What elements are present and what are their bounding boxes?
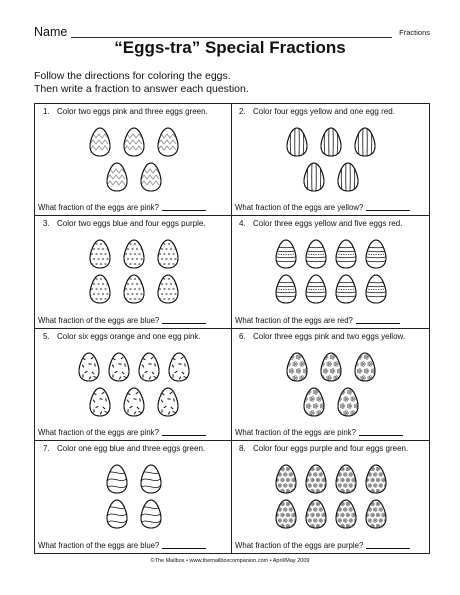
egg-icon[interactable] <box>79 353 99 381</box>
question <box>38 541 228 550</box>
instruction-text: Color one egg blue and three eggs green. <box>57 443 206 453</box>
egg-icon[interactable] <box>90 275 110 303</box>
answer-blank[interactable] <box>366 548 410 549</box>
egg-group <box>232 104 429 216</box>
egg-icon[interactable] <box>321 128 341 156</box>
egg-icon[interactable] <box>305 465 328 493</box>
instruction-text: Color six eggs orange and one egg pink. <box>57 331 201 341</box>
egg-icon[interactable] <box>141 465 161 493</box>
problem-number: 7. <box>43 443 50 453</box>
answer-blank[interactable] <box>162 435 206 436</box>
question <box>235 316 426 325</box>
egg-icon[interactable] <box>365 465 388 493</box>
problem-number: 5. <box>43 331 50 341</box>
egg-icon[interactable] <box>90 128 110 156</box>
egg-icon[interactable] <box>366 275 386 303</box>
question-text: What fraction of the eggs are blue? <box>38 541 160 550</box>
topic-label: Fractions <box>399 28 430 37</box>
egg-icon[interactable] <box>141 163 161 191</box>
question <box>38 203 228 212</box>
directions-line-2: Then write a fraction to answer each question. <box>34 82 249 95</box>
egg-icon[interactable] <box>287 128 307 156</box>
answer-blank[interactable] <box>359 435 403 436</box>
problem-number: 8. <box>239 443 246 453</box>
egg-icon[interactable] <box>275 465 298 493</box>
footer-credit: ©The Mailbox • www.themailboxcompanion.com • April/May 2009 <box>150 558 310 564</box>
egg-group <box>35 104 232 216</box>
question <box>38 428 228 437</box>
answer-blank[interactable] <box>162 548 206 549</box>
egg-icon[interactable] <box>335 465 358 493</box>
egg-icon[interactable] <box>306 240 326 268</box>
egg-icon[interactable] <box>124 388 144 416</box>
egg-icon[interactable] <box>355 128 375 156</box>
question <box>235 428 426 437</box>
egg-group <box>35 441 232 553</box>
problem-cell-4 <box>232 216 429 328</box>
problem-cell-8 <box>232 441 429 553</box>
instruction-text: Color four eggs purple and four eggs green. <box>253 443 409 453</box>
egg-icon[interactable] <box>366 240 386 268</box>
question-text: What fraction of the eggs are blue? <box>38 315 160 325</box>
problem-number: 3. <box>43 219 50 229</box>
egg-icon[interactable] <box>337 388 359 416</box>
instruction-text: Color four eggs yellow and one egg red. <box>253 107 395 116</box>
egg-icon[interactable] <box>124 240 144 268</box>
question <box>38 316 228 325</box>
question <box>235 203 426 212</box>
answer-blank[interactable] <box>366 210 410 211</box>
problem-cell-3 <box>35 216 232 328</box>
egg-icon[interactable] <box>276 240 296 268</box>
problem-number: 6. <box>239 331 246 341</box>
problem-cell-1 <box>35 104 232 216</box>
egg-group <box>35 216 232 328</box>
egg-group <box>35 329 232 441</box>
question-text: What fraction of the eggs are pink? <box>38 427 159 437</box>
egg-icon[interactable] <box>158 388 178 416</box>
problem-number: 4. <box>239 219 246 229</box>
egg-icon[interactable] <box>336 240 356 268</box>
question-text: What fraction of the eggs are pink? <box>235 427 356 437</box>
egg-icon[interactable] <box>158 275 178 303</box>
problem-number: 1. <box>43 107 50 116</box>
problem-number: 2. <box>239 107 246 116</box>
egg-icon[interactable] <box>336 275 356 303</box>
egg-icon[interactable] <box>158 128 178 156</box>
egg-icon[interactable] <box>320 353 342 381</box>
instruction-text: Color three eggs yellow and five eggs red. <box>253 219 403 229</box>
egg-icon[interactable] <box>109 353 129 381</box>
problem-cell-2 <box>232 104 429 216</box>
question-text: What fraction of the eggs are red? <box>235 315 353 325</box>
egg-icon[interactable] <box>286 353 308 381</box>
egg-icon[interactable] <box>124 275 144 303</box>
answer-blank[interactable] <box>162 210 206 211</box>
directions-line-1: Follow the directions for coloring the eggs. <box>34 70 231 82</box>
egg-group <box>232 216 429 328</box>
problem-grid <box>34 103 430 554</box>
egg-icon[interactable] <box>158 240 178 268</box>
egg-icon[interactable] <box>90 240 110 268</box>
egg-icon[interactable] <box>90 388 110 416</box>
problem-cell-7 <box>35 441 232 553</box>
egg-icon[interactable] <box>107 500 127 528</box>
egg-icon[interactable] <box>338 163 358 191</box>
egg-icon[interactable] <box>141 500 161 528</box>
question-text: What fraction of the eggs are pink? <box>38 203 159 213</box>
question-text: What fraction of the eggs are yellow? <box>235 203 364 213</box>
egg-icon[interactable] <box>139 353 159 381</box>
question <box>235 541 426 550</box>
page-title: “Eggs-tra” Special Fractions <box>114 38 346 57</box>
egg-icon[interactable] <box>306 275 326 303</box>
egg-icon[interactable] <box>354 353 376 381</box>
egg-icon[interactable] <box>169 353 189 381</box>
answer-blank[interactable] <box>162 323 206 324</box>
egg-icon[interactable] <box>365 500 388 528</box>
egg-icon[interactable] <box>335 500 358 528</box>
problem-cell-5 <box>35 329 232 441</box>
egg-icon[interactable] <box>107 163 127 191</box>
egg-icon[interactable] <box>305 500 328 528</box>
directions <box>34 70 249 95</box>
name-label: Name <box>34 25 68 39</box>
question-text: What fraction of the eggs are purple? <box>235 541 364 550</box>
instruction-text: Color two eggs blue and four eggs purple. <box>57 219 206 229</box>
egg-group <box>232 329 429 441</box>
problem-cell-6 <box>232 329 429 441</box>
egg-group <box>232 441 429 553</box>
egg-icon[interactable] <box>107 465 127 493</box>
egg-icon[interactable] <box>124 128 144 156</box>
instruction-text: Color two eggs pink and three eggs green. <box>57 107 208 116</box>
instruction-text: Color three eggs pink and two eggs yellow. <box>253 331 406 341</box>
egg-icon[interactable] <box>275 500 298 528</box>
egg-icon[interactable] <box>303 388 325 416</box>
answer-blank[interactable] <box>356 323 400 324</box>
egg-icon[interactable] <box>276 275 296 303</box>
egg-icon[interactable] <box>304 163 324 191</box>
